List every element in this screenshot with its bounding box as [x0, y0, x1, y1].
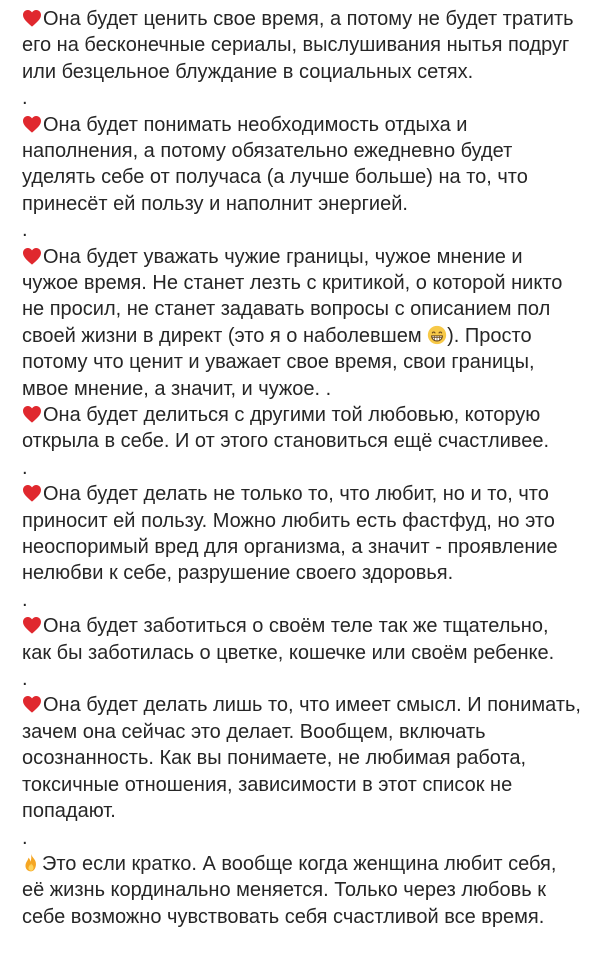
- heart-icon: [22, 484, 42, 502]
- separator-dot: .: [22, 219, 28, 242]
- post-text: [22, 6, 582, 930]
- paragraph-4-text: Она будет делиться с другими той любовью, которую открыла в себе. И от этого становиться ещё счастливее.: [22, 404, 550, 453]
- heart-icon: [22, 115, 42, 133]
- paragraph-5: [22, 481, 582, 587]
- paragraph-4: [22, 402, 582, 455]
- paragraph-2: [22, 112, 582, 218]
- heart-icon: [22, 405, 42, 423]
- heart-icon: [22, 695, 42, 713]
- paragraph-6-text: Она будет заботиться о своём теле так же тщательно, как бы заботилась о цветке, кошечке или своём ребенке.: [22, 615, 555, 664]
- separator-dot: .: [22, 668, 28, 691]
- separator-dot: .: [22, 588, 28, 611]
- heart-icon: [22, 247, 42, 265]
- paragraph-3: [22, 244, 582, 402]
- grinning-face-icon: [427, 325, 447, 345]
- paragraph-3-text-end: ). Просто потому что ценит и уважает свое время, свои границы, мвое мнение, а значит, и чужое. .: [22, 324, 535, 400]
- paragraph-5-text: Она будет делать не только то, что любит, но и то, что приносит ей пользу. Можно любить есть фастфуд, но это неоспоримый вред для организма, а значит - проявление нелюбви к себе, разрушение своего здоровья.: [22, 483, 558, 585]
- separator-dot: .: [22, 87, 28, 110]
- paragraph-1-text: Она будет ценить свое время, а потому не будет тратить его на бесконечные сериалы, выслушивания нытья подруг или безцельное блуждание в социальных сетях.: [22, 8, 574, 83]
- paragraph-7-text: Она будет делать лишь то, что имеет смысл. И понимать, зачем она сейчас это делает. Вообщем, включать осознанность. Как вы понимаете, не любимая работа, токсичные отношения, зависимости в этот список не попадают.: [22, 694, 581, 823]
- paragraph-8-text: Это если кратко. А вообще когда женщина любит себя, её жизнь кординально меняется. Только через любовь к себе возможно чувствовать себя счастливой все время.: [22, 852, 557, 928]
- heart-icon: [22, 9, 42, 27]
- paragraph-2-text: Она будет понимать необходимость отдыха и наполнения, а потому обязательно ежедневно будет уделять себе от получаса (а лучше больше) на то, что принесёт ей пользу и наполнит энергией.: [22, 113, 528, 215]
- separator-dot: .: [22, 826, 28, 849]
- fire-icon: [22, 853, 40, 873]
- paragraph-1: [22, 6, 582, 85]
- paragraph-8: [22, 851, 582, 930]
- paragraph-7: [22, 692, 582, 824]
- paragraph-3-text-start: Она будет уважать чужие границы, чужое мнение и чужое время. Не станет лезть с критикой, о которой никто не просил, не станет задавать вопросы с описанием пол своей жизни в директ (это я о наболевшем: [22, 245, 563, 347]
- separator-dot: .: [22, 456, 28, 479]
- heart-icon: [22, 616, 42, 634]
- paragraph-6: [22, 613, 582, 666]
